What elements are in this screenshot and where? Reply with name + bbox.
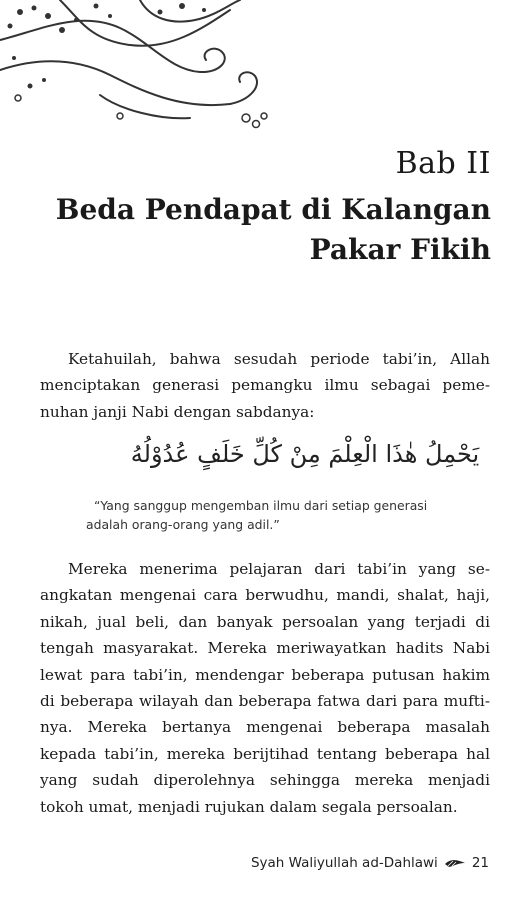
body-paragraph (40, 556, 490, 820)
text-line: nya. Mereka bertanya mengenai beberapa masalah (40, 718, 490, 737)
footer-author: Syah Waliyullah ad-Dahlawi (250, 855, 438, 871)
translation-line: “Yang sanggup mengemban ilmu dari setiap generasi (94, 498, 428, 513)
page-number: 21 (471, 855, 489, 871)
chapter-label: Bab II (395, 146, 491, 181)
translation-line: adalah orang-orang yang adil.” (86, 517, 280, 532)
text-line: tokoh umat, menjadi rujukan dalam segala persoalan. (40, 797, 458, 816)
text-line: di beberapa wilayah dan beberapa fatwa dari para mufti- (40, 692, 490, 711)
text-line: angkatan mengenai cara berwudhu, mandi, shalat, haji, (40, 586, 490, 605)
intro-paragraph (40, 346, 490, 425)
chapter-title-line: Pakar Fikih (309, 233, 491, 266)
text-line: Ketahuilah, bahwa sesudah periode tabi’in, Allah (68, 350, 490, 368)
text-line: nuhan janji Nabi dengan sabdanya: (40, 402, 315, 421)
chapter-title (51, 190, 491, 270)
text-line: kepada tabi’in, mereka berijtihad tentang beberapa hal (40, 744, 490, 763)
text-line: yang sudah diperolehnya sehingga mereka menjadi (40, 771, 490, 790)
hadith-translation (86, 496, 494, 534)
floral-ornament (0, 0, 300, 145)
text-line: nikah, jual beli, dan banyak persoalan yang terjadi di (40, 612, 490, 631)
text-line: Mereka menerima pelajaran dari tabi’in yang se- (68, 560, 490, 578)
text-line: menciptakan generasi pemangku ilmu sebagai peme- (40, 376, 490, 395)
chapter-title-line: Beda Pendapat di Kalangan (55, 193, 491, 226)
text-line: tengah masyarakat. Mereka meriwayatkan hadits Nabi (40, 639, 490, 658)
arabic-hadith: يَحْمِلُ هٰذَا الْعِلْمَ مِنْ كُلِّ خَلَفٍ عُدُوْلُهُ (130, 440, 480, 468)
text-line: lewat para tabi’in, mendengar beberapa putusan hakim (40, 665, 490, 684)
page-footer (251, 855, 489, 871)
leaf-ornament-icon (444, 857, 466, 869)
